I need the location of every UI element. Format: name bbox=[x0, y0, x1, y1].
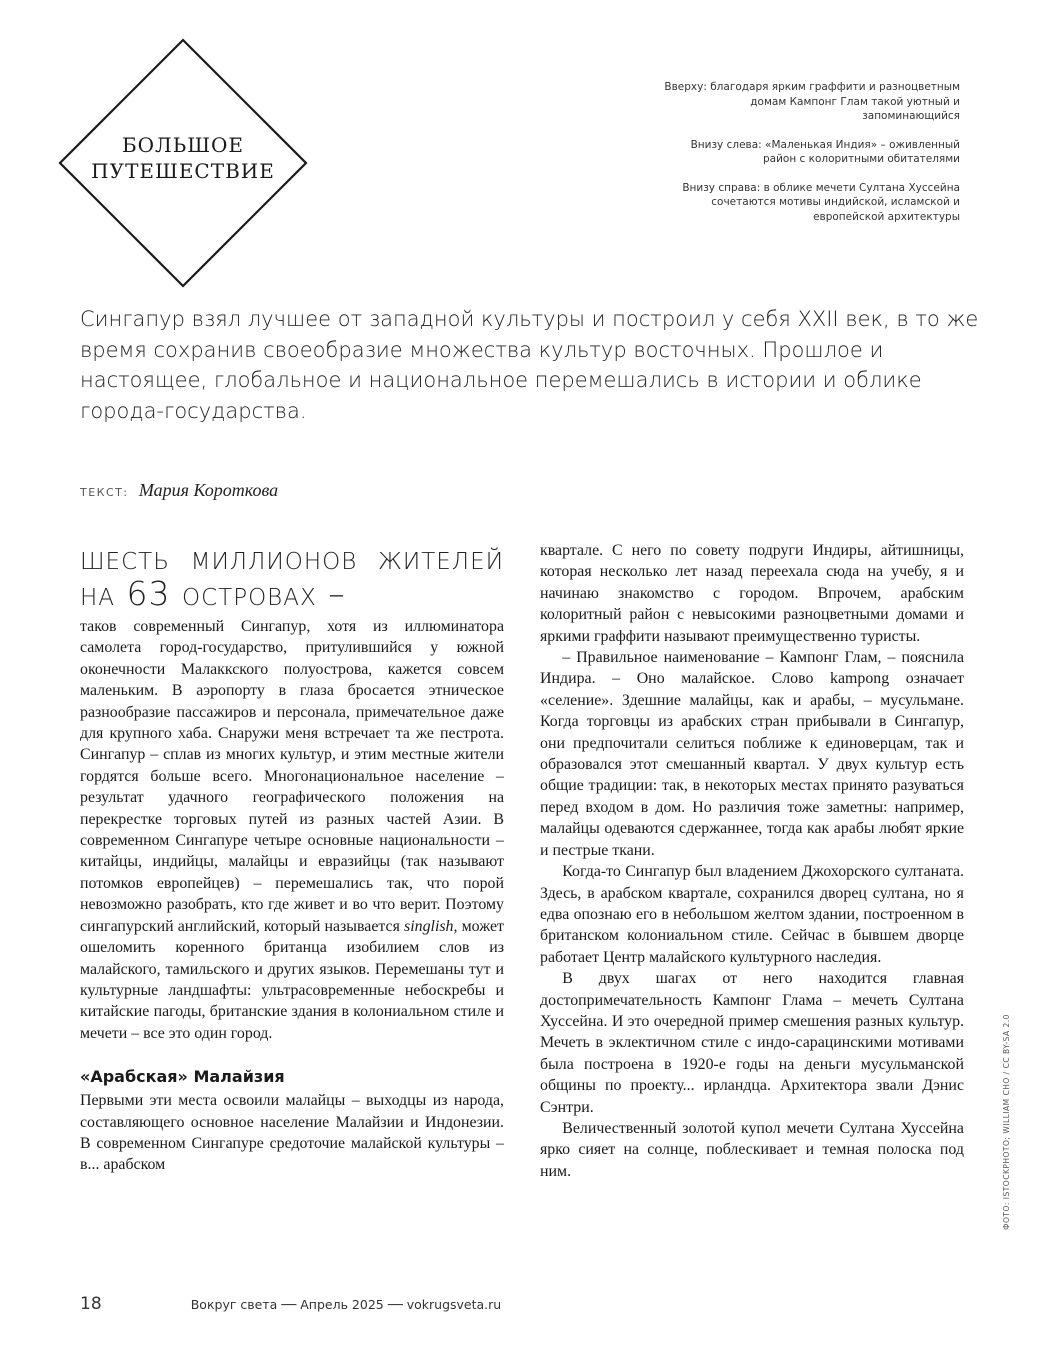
photo-captions bbox=[660, 80, 960, 238]
page-footer bbox=[80, 1294, 501, 1314]
section-emblem bbox=[56, 36, 310, 290]
caption-bottom-right: Внизу справа: в облике мечети Султана Хуссейна сочетаются мотивы индийской, исламской и европейской архитектуры bbox=[682, 181, 960, 223]
article-column-left bbox=[80, 540, 504, 1176]
byline-author: Мария Короткова bbox=[138, 480, 279, 500]
article-headline: шесть миллионов жителей на 63 островах – bbox=[80, 538, 504, 613]
section-subhead: «Арабская» Малайзия bbox=[80, 1067, 285, 1087]
caption-bottom-left: Внизу слева: «Маленькая Индия» – оживленный район с колоритными обитателями bbox=[690, 138, 960, 165]
paragraph: Величественный золотой купол мечети Султана Хуссейна ярко сияет на солнце, поблескивает и темная полоска под ним. bbox=[540, 1119, 964, 1180]
paragraph: Когда-то Сингапур был владением Джохорского султаната. Здесь, в арабском квартале, сохранился дворец султана, но я едва опознаю его в небольшом желтом здании, построенном в британском колониальном стиле. Сейчас в бывшем дворце работает Центр малайского культурного наследия. bbox=[540, 863, 964, 966]
paragraph: В двух шагах от него находится главная достопримечательность Кампонг Глама – мечеть Султана Хуссейна. И это очередной пример смешения разных культур. Мечеть в эклектичном стиле с индо-сарацинскими мотивами была построена в 1920-е годы на деньги мусульманской общины по проекту... ирландца. Архитектора звали Дэнис Сэнтри. bbox=[540, 970, 964, 1116]
paragraph-text: может ошеломить коренного британца изобилием слов из малайского, тамильского и других языков. Перемешаны тут и культурные ландшафты: ультрасовременные небоскребы и китайские пагоды, британские здания в колониальном стиле и мечети – все это один город. bbox=[80, 917, 504, 1042]
section-label-line2: ПУТЕШЕСТВИЕ bbox=[91, 159, 275, 183]
byline bbox=[80, 480, 278, 501]
byline-label: ТЕКСТ: bbox=[80, 486, 129, 499]
section-label bbox=[56, 132, 310, 184]
article-column-right bbox=[540, 540, 964, 1182]
footer-publication-line: Вокруг света ── Апрель 2025 ── vokrugsveta.ru bbox=[190, 1297, 502, 1312]
paragraph bbox=[80, 616, 504, 1044]
paragraph: квартале. С него по совету подруги Индиры, айтишницы, которая несколько лет назад переехала сюда на учебу, я и начинаю знакомство с городом. Впрочем, арабским колоритный район с невысокими разноцветными домами и яркими граффити называют преимущественно туристы. bbox=[540, 542, 964, 645]
caption-top: Вверху: благодаря ярким граффити и разноцветным домам Кампонг Глам такой уютный и запоминающийся bbox=[664, 81, 960, 122]
paragraph: – Правильное наименование – Кампонг Глам, – пояснила Индира. – Оно малайское. Слово kampong означает «селение». Здешние малайцы, как и арабы, – мусульмане. Когда торговцы из арабских стран прибывали в Сингапур, они предпочитали селиться поближе к единоверцам, так и образовался этот смешанный квартал. У двух культур есть общие традиции: так, в некоторых местах принято разуваться перед входом в дом. Но различия тоже заметны: например, малайцы одеваются сдержаннее, тогда как арабы любят яркие и пестрые ткани. bbox=[540, 649, 964, 859]
paragraph-text: таков современный Сингапур, хотя из иллюминатора самолета город-государство, притулившийся у южной оконечности Малаккского полуострова, кажется совсем маленьким. В аэропорту в глаза бросается этническое разнообразие пассажиров и персонала, примечательное даже для крупного хаба. Снаружи меня встречает та же пестрота. Сингапур – сплав из многих культур, и этим местные жители гордятся больше всего. Многонациональное население – результат удачного географического положения на перекрестке торговых путей из разных частей Азии. В современном Сингапуре четыре основные национальности – китайцы, индийцы, малайцы и евразийцы (так называют потомков европейцев) – перемешались так, что порой невозможно разобрать, кто где живет и во что верит. Поэтому сингапурский английский, который называется bbox=[80, 618, 504, 935]
article-lede: Сингапур взял лучшее от западной культуры и построил у себя XXII век, в то же время сохранив своеобразие множества культур восточных. Прошлое и настоящее, глобальное и национальное перемешались в истории и облике города-государства. bbox=[80, 307, 979, 423]
section-label-line1: БОЛЬШОЕ bbox=[121, 133, 245, 157]
photo-credit: ФОТО: ISTOCKPHOTO; WILLIAM CHO / CC BY-SA 2.0 bbox=[1002, 1014, 1011, 1230]
italic-term: singlish, bbox=[404, 917, 458, 935]
page-number: 18 bbox=[80, 1294, 102, 1314]
paragraph: Первыми эти места освоили малайцы – выходцы из народа, составляющего основное население Малайзии и Индонезии. В современном Сингапуре средоточие малайской культуры – в... арабском bbox=[80, 1092, 504, 1174]
